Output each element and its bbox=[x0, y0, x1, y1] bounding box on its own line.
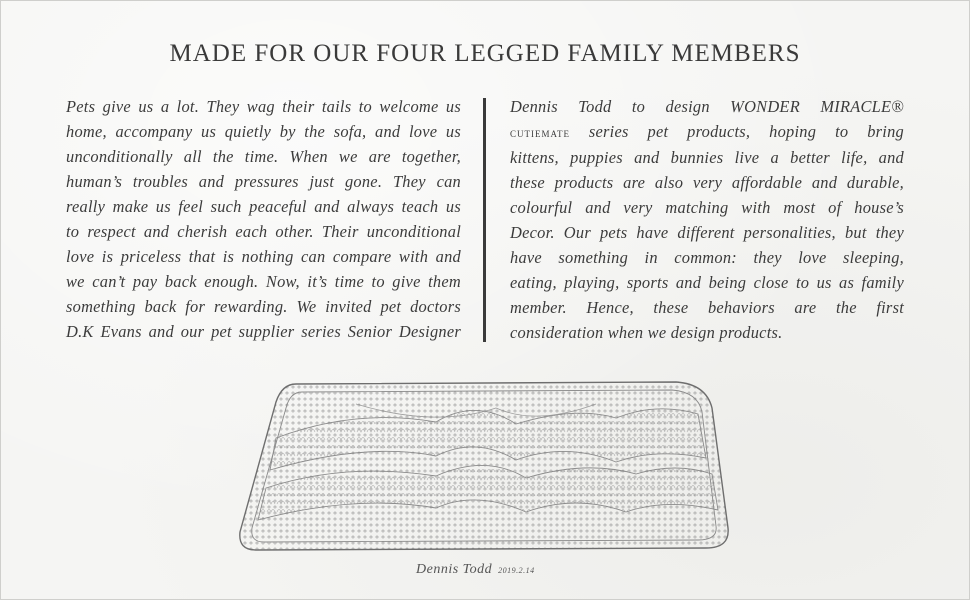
left-line: unconditionally all the time. When we are together, bbox=[66, 147, 461, 166]
right-line-rest: series pet products, hoping to bring bbox=[570, 122, 904, 141]
pet-mat-sketch-icon bbox=[236, 378, 732, 554]
left-line: home, accompany us quietly by the sofa, and love us bbox=[66, 122, 461, 141]
right-line: kittens, puppies and bunnies live a better life, and bbox=[510, 148, 904, 167]
left-line: Pets give us a lot. They wag their tails to welcome us bbox=[66, 97, 461, 116]
left-column-text bbox=[66, 94, 461, 344]
left-line: human’s troubles and pressures just gone. They can bbox=[66, 172, 461, 191]
right-line: these products are also very affordable and durable, bbox=[510, 173, 904, 192]
right-line: member. Hence, these behaviors are the first bbox=[510, 298, 904, 317]
left-line: love is priceless that is nothing can compare with and bbox=[66, 247, 461, 266]
left-line: D.K Evans and our pet supplier series Senior Designer bbox=[66, 322, 461, 341]
right-line: eating, playing, sports and being close to us as family bbox=[510, 273, 904, 292]
signature-name: Dennis Todd bbox=[416, 562, 493, 577]
right-line: have something in common: they love sleeping, bbox=[510, 248, 904, 267]
left-line: something back for rewarding. We invited pet doctors bbox=[66, 297, 461, 316]
right-line: Decor. Our pets have different personalities, but they bbox=[510, 223, 904, 242]
column-divider bbox=[483, 98, 486, 342]
right-line: Dennis Todd to design WONDER MIRACLE® bbox=[510, 97, 904, 116]
right-line-brand bbox=[510, 119, 904, 145]
left-line: really make us feel such peaceful and always teach us bbox=[66, 197, 461, 216]
page-title: MADE FOR OUR FOUR LEGGED FAMILY MEMBERS bbox=[169, 40, 801, 67]
left-line: we can’t pay back enough. Now, it’s time to give them bbox=[66, 272, 461, 291]
signature bbox=[416, 562, 535, 578]
brand-name-small-caps: cutiemate bbox=[510, 125, 570, 140]
signature-date: 2019.2.14 bbox=[498, 566, 535, 575]
left-line: to respect and cherish each other. Their unconditional bbox=[66, 222, 461, 241]
right-column-text bbox=[510, 94, 904, 345]
right-line: consideration when we design products. bbox=[510, 323, 783, 342]
right-line: colourful and very matching with most of house’s bbox=[510, 198, 904, 217]
